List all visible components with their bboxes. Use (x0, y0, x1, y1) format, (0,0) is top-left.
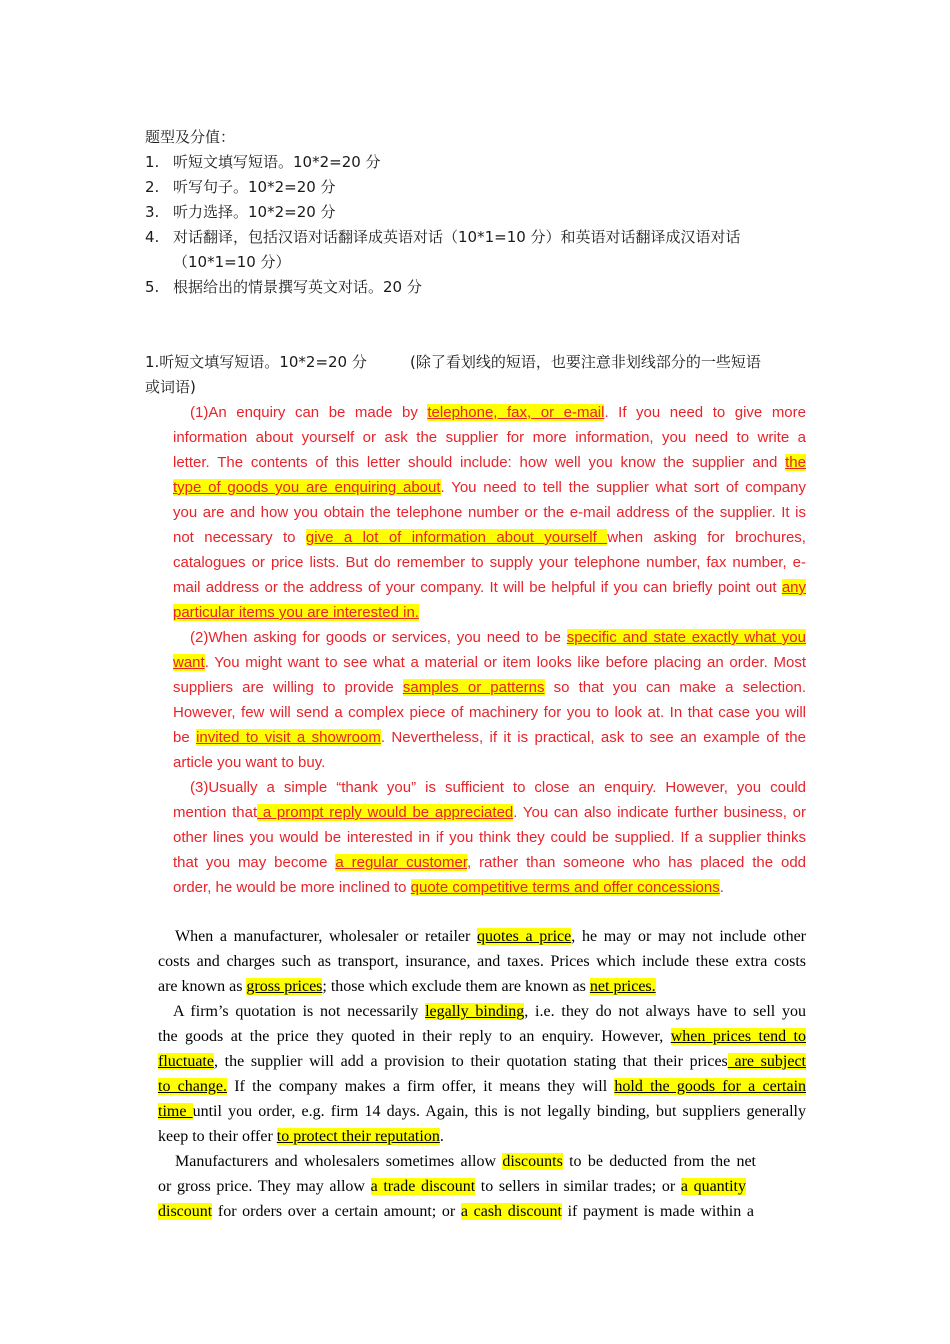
text-run: Manufacturers and wholesalers sometimes allow (175, 1153, 503, 1170)
paragraph-line (173, 525, 806, 550)
list-item (145, 225, 741, 250)
text-run: that you may become (173, 854, 336, 871)
text-run: mention that (173, 804, 258, 821)
text-run: keep to their offer (158, 1128, 277, 1145)
text-run: . (719, 879, 724, 896)
page-title: 题型及分值： (145, 128, 236, 146)
highlighted-phrase: a prompt reply would be appreciated (257, 804, 514, 821)
paragraph-line: article you want to buy. (173, 754, 326, 771)
list-number: 5. (145, 278, 160, 296)
paragraph-line (173, 600, 419, 625)
text-run: . You can also indicate further business, or (513, 804, 806, 821)
highlighted-phrase: type of goods you are enquiring about (173, 479, 441, 496)
list-text: 听写句子。10*2=20 分 (173, 178, 336, 196)
paragraph-line (190, 400, 806, 425)
highlighted-phrase: invited to visit a showroom (196, 729, 381, 746)
paragraph-line (190, 625, 806, 650)
highlighted-phrase: specific and state exactly what you (566, 629, 806, 646)
list-number: 1. (145, 153, 160, 171)
section-note: (除了看划线的短语，也要注意非划线部分的一些短语 (410, 353, 761, 371)
paragraph-line (173, 475, 806, 500)
list-item (145, 150, 381, 175)
text-run: . You need to tell the supplier what sort of company (440, 479, 806, 496)
highlighted-phrase: to protect their reputation (276, 1128, 440, 1145)
text-run: If the company makes a firm offer, it means they will (226, 1078, 615, 1095)
list-item (145, 275, 422, 300)
list-number: 3. (145, 203, 160, 221)
paragraph-line: catalogues or price lists. But do remember to supply your telephone number, fax number, e- (173, 554, 806, 571)
text-run: When a manufacturer, wholesaler or retailer (175, 928, 478, 945)
text-run: if payment is made within a (561, 1203, 754, 1220)
paragraph-line: other lines you would be interested in if you think they could be supplied. If a supplier thinks (173, 829, 806, 846)
highlighted-phrase: quotes a price (477, 928, 572, 945)
highlighted-phrase: discounts (502, 1153, 563, 1170)
text-run: for orders over a certain amount; or (212, 1203, 461, 1220)
highlighted-phrase: samples or patterns (402, 679, 545, 696)
list-text: 对话翻译，包括汉语对话翻译成英语对话（10*1=10 分）和英语对话翻译成汉语对话 (173, 228, 741, 246)
text-run: letter. The contents of this letter should include: how well you know the supplier and (173, 454, 786, 471)
list-text: 听短文填写短语。10*2=20 分 (173, 153, 381, 171)
highlighted-phrase: when prices tend to (670, 1028, 806, 1045)
paragraph-line (173, 800, 806, 825)
highlighted-phrase: give a lot of information about yourself (305, 529, 608, 546)
highlighted-phrase: a regular customer (335, 854, 468, 871)
text-run: to be deducted from the net (562, 1153, 757, 1170)
paragraph-line (173, 650, 806, 675)
paragraph-line (173, 575, 806, 600)
text-run: to sellers in similar trades; or (475, 1178, 681, 1195)
highlighted-phrase: time (158, 1103, 193, 1120)
paragraph-line (158, 974, 656, 999)
highlighted-phrase: fluctuate (158, 1053, 214, 1070)
paragraph-line (173, 675, 806, 700)
paragraph-line (158, 1049, 806, 1074)
paragraph-line (173, 999, 806, 1024)
paragraph-line (158, 1199, 754, 1224)
text-run: so that you can make a selection. (544, 679, 806, 696)
text-run: . (439, 1128, 444, 1145)
section-heading: 1.听短文填写短语。10*2=20 分 (145, 353, 367, 371)
paragraph-line (158, 1124, 444, 1149)
text-run: (1)An enquiry can be made by (190, 404, 428, 421)
highlighted-phrase: any (781, 579, 806, 596)
highlighted-phrase: legally binding (425, 1003, 525, 1020)
text-run: ; those which exclude them are known as (322, 978, 590, 995)
paragraph-line: However, few will send a complex piece of machinery for you to look at. In that case you will (173, 704, 806, 721)
paragraph-line (158, 1174, 746, 1199)
paragraph-line: information about yourself or ask the supplier for more information, you need to write a (173, 429, 806, 446)
text-run: A firm’s quotation is not necessarily (173, 1003, 426, 1020)
paragraph-line (158, 1074, 806, 1099)
text-run: , he may or may not include other (571, 928, 807, 945)
text-run: when asking for brochures, (607, 529, 806, 546)
paragraph-line (173, 725, 806, 750)
highlighted-phrase: to change. (158, 1078, 227, 1095)
section-note-continuation: 或词语) (145, 378, 196, 396)
text-run: be (173, 729, 197, 746)
highlighted-phrase: net prices. (589, 978, 656, 995)
text-run: , rather than someone who has placed the odd (467, 854, 807, 871)
paragraph-line (173, 875, 724, 900)
highlighted-phrase: a quantity (680, 1178, 747, 1195)
list-item (145, 200, 336, 225)
text-run: , i.e. they do not always have to sell you (524, 1003, 806, 1020)
text-run: (2)When asking for goods or services, you need to be (190, 629, 567, 646)
text-run: . You might want to see what a material or item looks like before placing an order. Most (204, 654, 806, 671)
text-run: , the supplier will add a provision to their quotation stating that their prices (213, 1053, 728, 1070)
highlighted-phrase: gross prices (246, 978, 323, 995)
highlighted-phrase: particular items you are interested in. (173, 604, 419, 621)
paragraph-line: you are and how you obtain the telephone number or the e-mail address of the supplier. It is (173, 504, 806, 521)
paragraph-line (175, 1149, 756, 1174)
highlighted-phrase: hold the goods for a certain (614, 1078, 807, 1095)
list-number: 4. (145, 228, 160, 246)
list-text: 听力选择。10*2=20 分 (173, 203, 336, 221)
text-run: are known as (158, 978, 247, 995)
list-text: 根据给出的情景撰写英文对话。20 分 (173, 278, 422, 296)
highlighted-phrase: telephone, fax, or e-mail (427, 404, 605, 421)
list-item-continuation: （10*1=10 分） (173, 253, 291, 271)
paragraph-line (175, 924, 806, 949)
text-run: suppliers are willing to provide (173, 679, 403, 696)
text-run: until you order, e.g. firm 14 days. Again, this is not legally binding, but suppliers generally (192, 1103, 806, 1120)
paragraph-line (158, 1099, 806, 1124)
highlighted-phrase: quote competitive terms and offer concessions (410, 879, 720, 896)
highlighted-phrase: a cash discount (460, 1203, 562, 1220)
highlighted-phrase: are subject (727, 1053, 807, 1070)
text-run: . If you need to give more (604, 404, 806, 421)
list-item (145, 175, 336, 200)
text-run: or gross price. They may allow (158, 1178, 371, 1195)
list-number: 2. (145, 178, 160, 196)
text-run: not necessary to (173, 529, 306, 546)
highlighted-phrase: discount (158, 1203, 213, 1220)
highlighted-phrase: a trade discount (370, 1178, 476, 1195)
text-run: the goods at the price they quoted in their reply to an enquiry. However, (158, 1028, 671, 1045)
text-run: . Nevertheless, if it is practical, ask to see an example of the (380, 729, 806, 746)
text-run: mail address or the address of your company. It will be helpful if you can briefly point out (173, 579, 782, 596)
text-run: order, he would be more inclined to (173, 879, 411, 896)
paragraph-line: (3)Usually a simple “thank you” is sufficient to close an enquiry. However, you could (190, 779, 806, 796)
highlighted-phrase: the (785, 454, 806, 471)
paragraph-line (173, 850, 806, 875)
paragraph-line: costs and charges such as transport, insurance, and taxes. Prices which include these extra costs (158, 953, 806, 970)
paragraph-line (158, 1024, 806, 1049)
highlighted-phrase: want (173, 654, 205, 671)
paragraph-line (173, 450, 806, 475)
